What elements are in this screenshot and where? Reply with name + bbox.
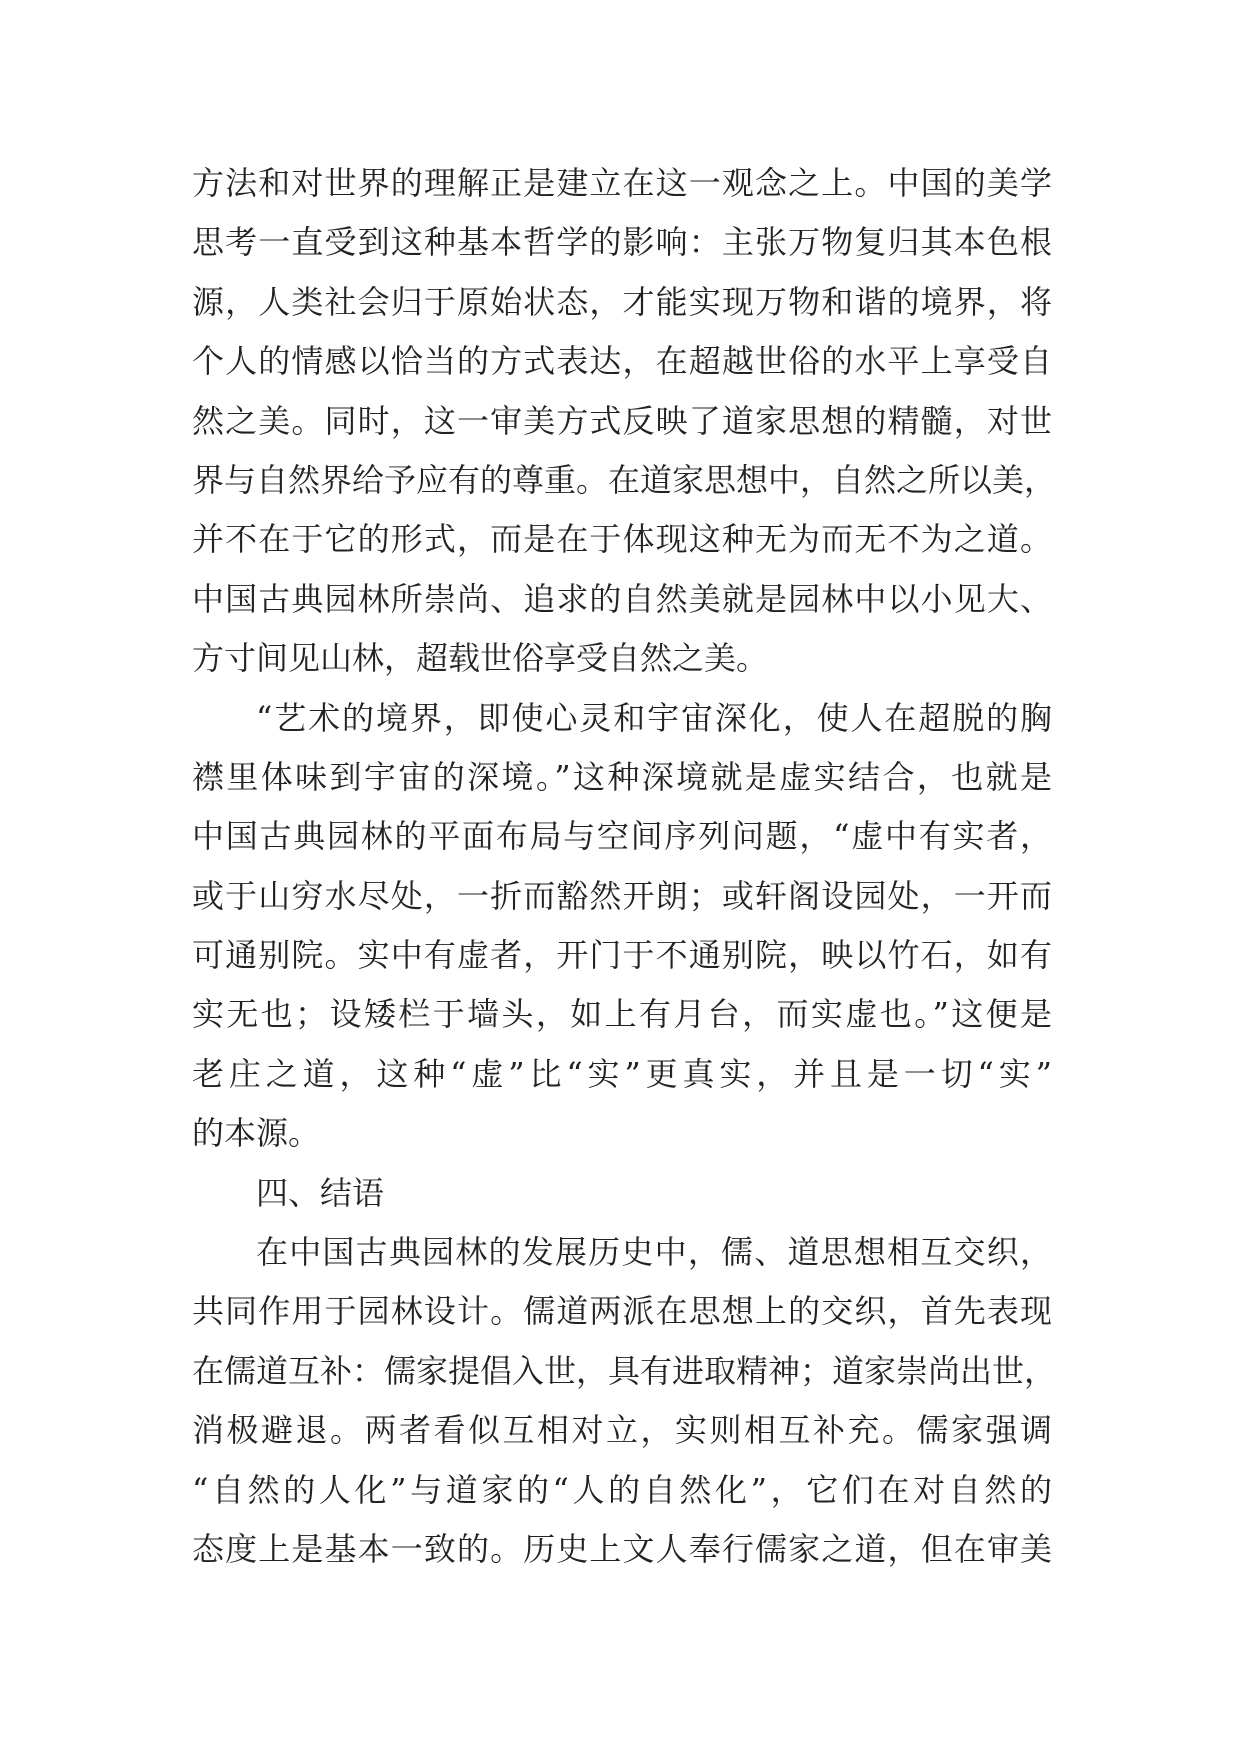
text-line: 方法和对世界的理解正是建立在这一观念之上。中国的美学 bbox=[192, 164, 1052, 202]
text-line: 老庄之道，这种“虚”比“实”更真实，并且是一切“实” bbox=[192, 1054, 1052, 1093]
text-line: 在儒道互补：儒家提倡入世，具有进取精神；道家崇尚出世， bbox=[192, 1351, 1057, 1390]
text-line: 并不在于它的形式，而是在于体现这种无为而无不为之道。 bbox=[192, 520, 1052, 559]
text-line: 中国古典园林的平面布局与空间序列问题，“虚中有实者， bbox=[192, 817, 1052, 856]
text-line: 实无也；设矮栏于墙头，如上有月台，而实虚也。”这便是 bbox=[192, 995, 1052, 1034]
text-line: 襟里体味到宇宙的深境。”这种深境就是虚实结合，也就是 bbox=[192, 757, 1052, 796]
text-line: 然之美。同时，这一审美方式反映了道家思想的精髓，对世 bbox=[192, 401, 1052, 440]
text-line: 方寸间见山林，超载世俗享受自然之美。 bbox=[192, 639, 769, 678]
body-text bbox=[192, 154, 1057, 1579]
text-line: 个人的情感以恰当的方式表达，在超越世俗的水平上享受自 bbox=[192, 342, 1052, 381]
text-line: 源，人类社会归于原始状态，才能实现万物和谐的境界，将 bbox=[192, 282, 1052, 321]
text-line: 或于山穷水尽处，一折而豁然开朗；或轩阁设园处，一开而 bbox=[192, 876, 1052, 915]
text-line: 消极避退。两者看似互相对立，实则相互补充。儒家强调 bbox=[192, 1411, 1052, 1450]
text-line: “自然的人化”与道家的“人的自然化”，它们在对自然的 bbox=[192, 1470, 1052, 1509]
text-line: 态度上是基本一致的。历史上文人奉行儒家之道，但在审美 bbox=[192, 1529, 1052, 1568]
text-line: 共同作用于园林设计。儒道两派在思想上的交织，首先表现 bbox=[192, 1292, 1052, 1331]
text-line: 的本源。 bbox=[192, 1114, 321, 1153]
text-line: 中国古典园林所崇尚、追求的自然美就是园林中以小见大、 bbox=[192, 579, 1052, 618]
text-line: 界与自然界给予应有的尊重。在道家思想中，自然之所以美， bbox=[192, 460, 1057, 499]
text-line: “艺术的境界，即使心灵和宇宙深化，使人在超脱的胸 bbox=[256, 698, 1052, 737]
text-line: 在中国古典园林的发展历史中，儒、道思想相互交织， bbox=[256, 1233, 1052, 1272]
section-heading: 四、结语 bbox=[256, 1173, 385, 1212]
text-line: 思考一直受到这种基本哲学的影响：主张万物复归其本色根 bbox=[192, 223, 1052, 262]
text-line: 可通别院。实中有虚者，开门于不通别院，映以竹石，如有 bbox=[192, 936, 1052, 975]
